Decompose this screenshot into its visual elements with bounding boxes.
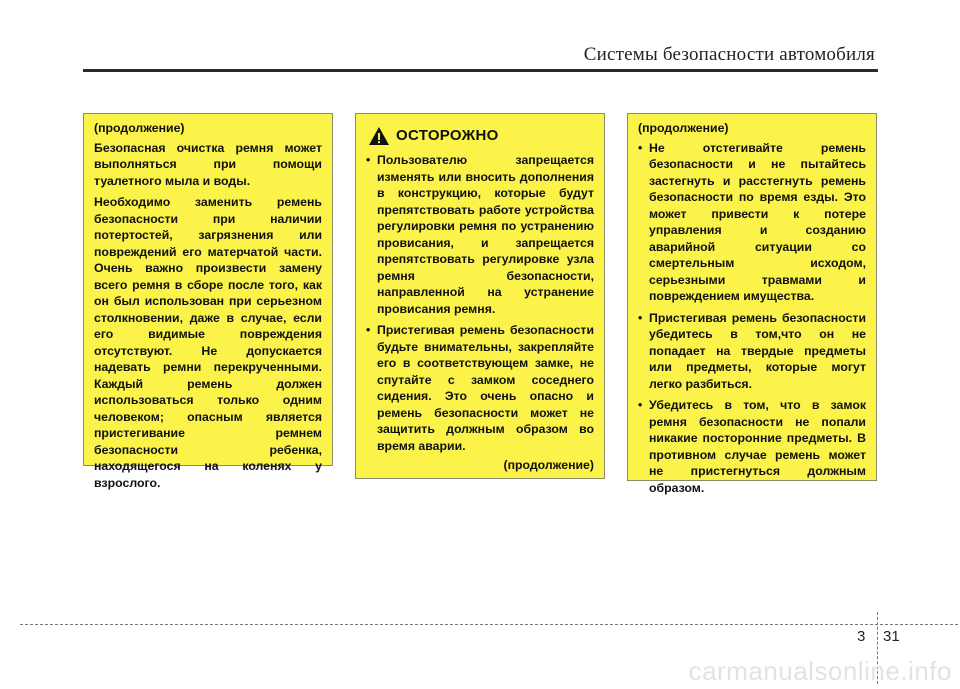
warning-box [355, 113, 605, 479]
list-item: • Убедитесь в том, что в замок ремня безопасности не попали никакие посторонние предметы. В противном случае ремень может не пристегнуться должным образом. [638, 397, 866, 496]
list-item: • Пользователю запрещается изменять или вносить дополнения в конструкцию, которые будут препятствовать работе устройства регулировки ремня по устранению провисания, и запрещается препятствовать регулировке узла ремня безопасности, направленной на устранение провисания ремня. [366, 152, 594, 317]
warning-triangle-icon [368, 126, 390, 146]
info-box-right [627, 113, 877, 495]
section-title: Системы безопасности автомобиля [583, 44, 875, 65]
continued-label: (продолжение) [94, 121, 185, 135]
chapter-number: 3 [857, 628, 866, 645]
warning-header [368, 126, 594, 146]
warning-title: ОСТОРОЖНО [396, 126, 499, 144]
paragraph: Необходимо заменить ремень безопасности при наличии потертостей, загрязнения или повреждений его матерчатой части. Очень важно произвести замену всего ремня в сборе после того, как он был использован при серьезном столкновении, даже в случае, если его видимые повреждения отсутствуют. Не допускается надевать ремни перекрученными. Каждый ремень должен использоваться только одним человеком; опасным является пристегивание ремнем безопасности ребенка, находящегося на коленях у взрослого. [94, 195, 322, 490]
list-item: • Не отстегивайте ремень безопасности и не пытайтесь застегнуть и расстегнуть ремень безопасности по время езды. Это может привести к потере управления и созданию аварийной ситуации со смертельным исходом, серьезными травмами и повреждением имущества. [638, 140, 866, 305]
paragraph: Безопасная очистка ремня может выполняться при помощи туалетного мыла и воды. [94, 140, 322, 188]
continued-label: (продолжение) [638, 121, 729, 135]
footer-divider [20, 624, 958, 625]
list-item: • Пристегивая ремень безопасности убедитесь в том,что он не попадает на твердые предметы или предметы, которые могут легко разбиться. [638, 310, 866, 393]
page-number: 31 [883, 628, 900, 645]
watermark: carmanualsonline.info [688, 656, 952, 686]
info-box-left [83, 113, 333, 490]
list-item: • Пристегивая ремень безопасности будьте внимательны, закрепляйте его в соответствующем замке, не спутайте с замком соседнего сидения. Это очень опасно и ремень безопасности может не защитить должным образом во время аварии. [366, 322, 594, 454]
header-divider [83, 69, 878, 72]
warning-list [366, 152, 594, 454]
continued-label: (продолжение) [503, 458, 594, 472]
caution-list [638, 140, 866, 497]
